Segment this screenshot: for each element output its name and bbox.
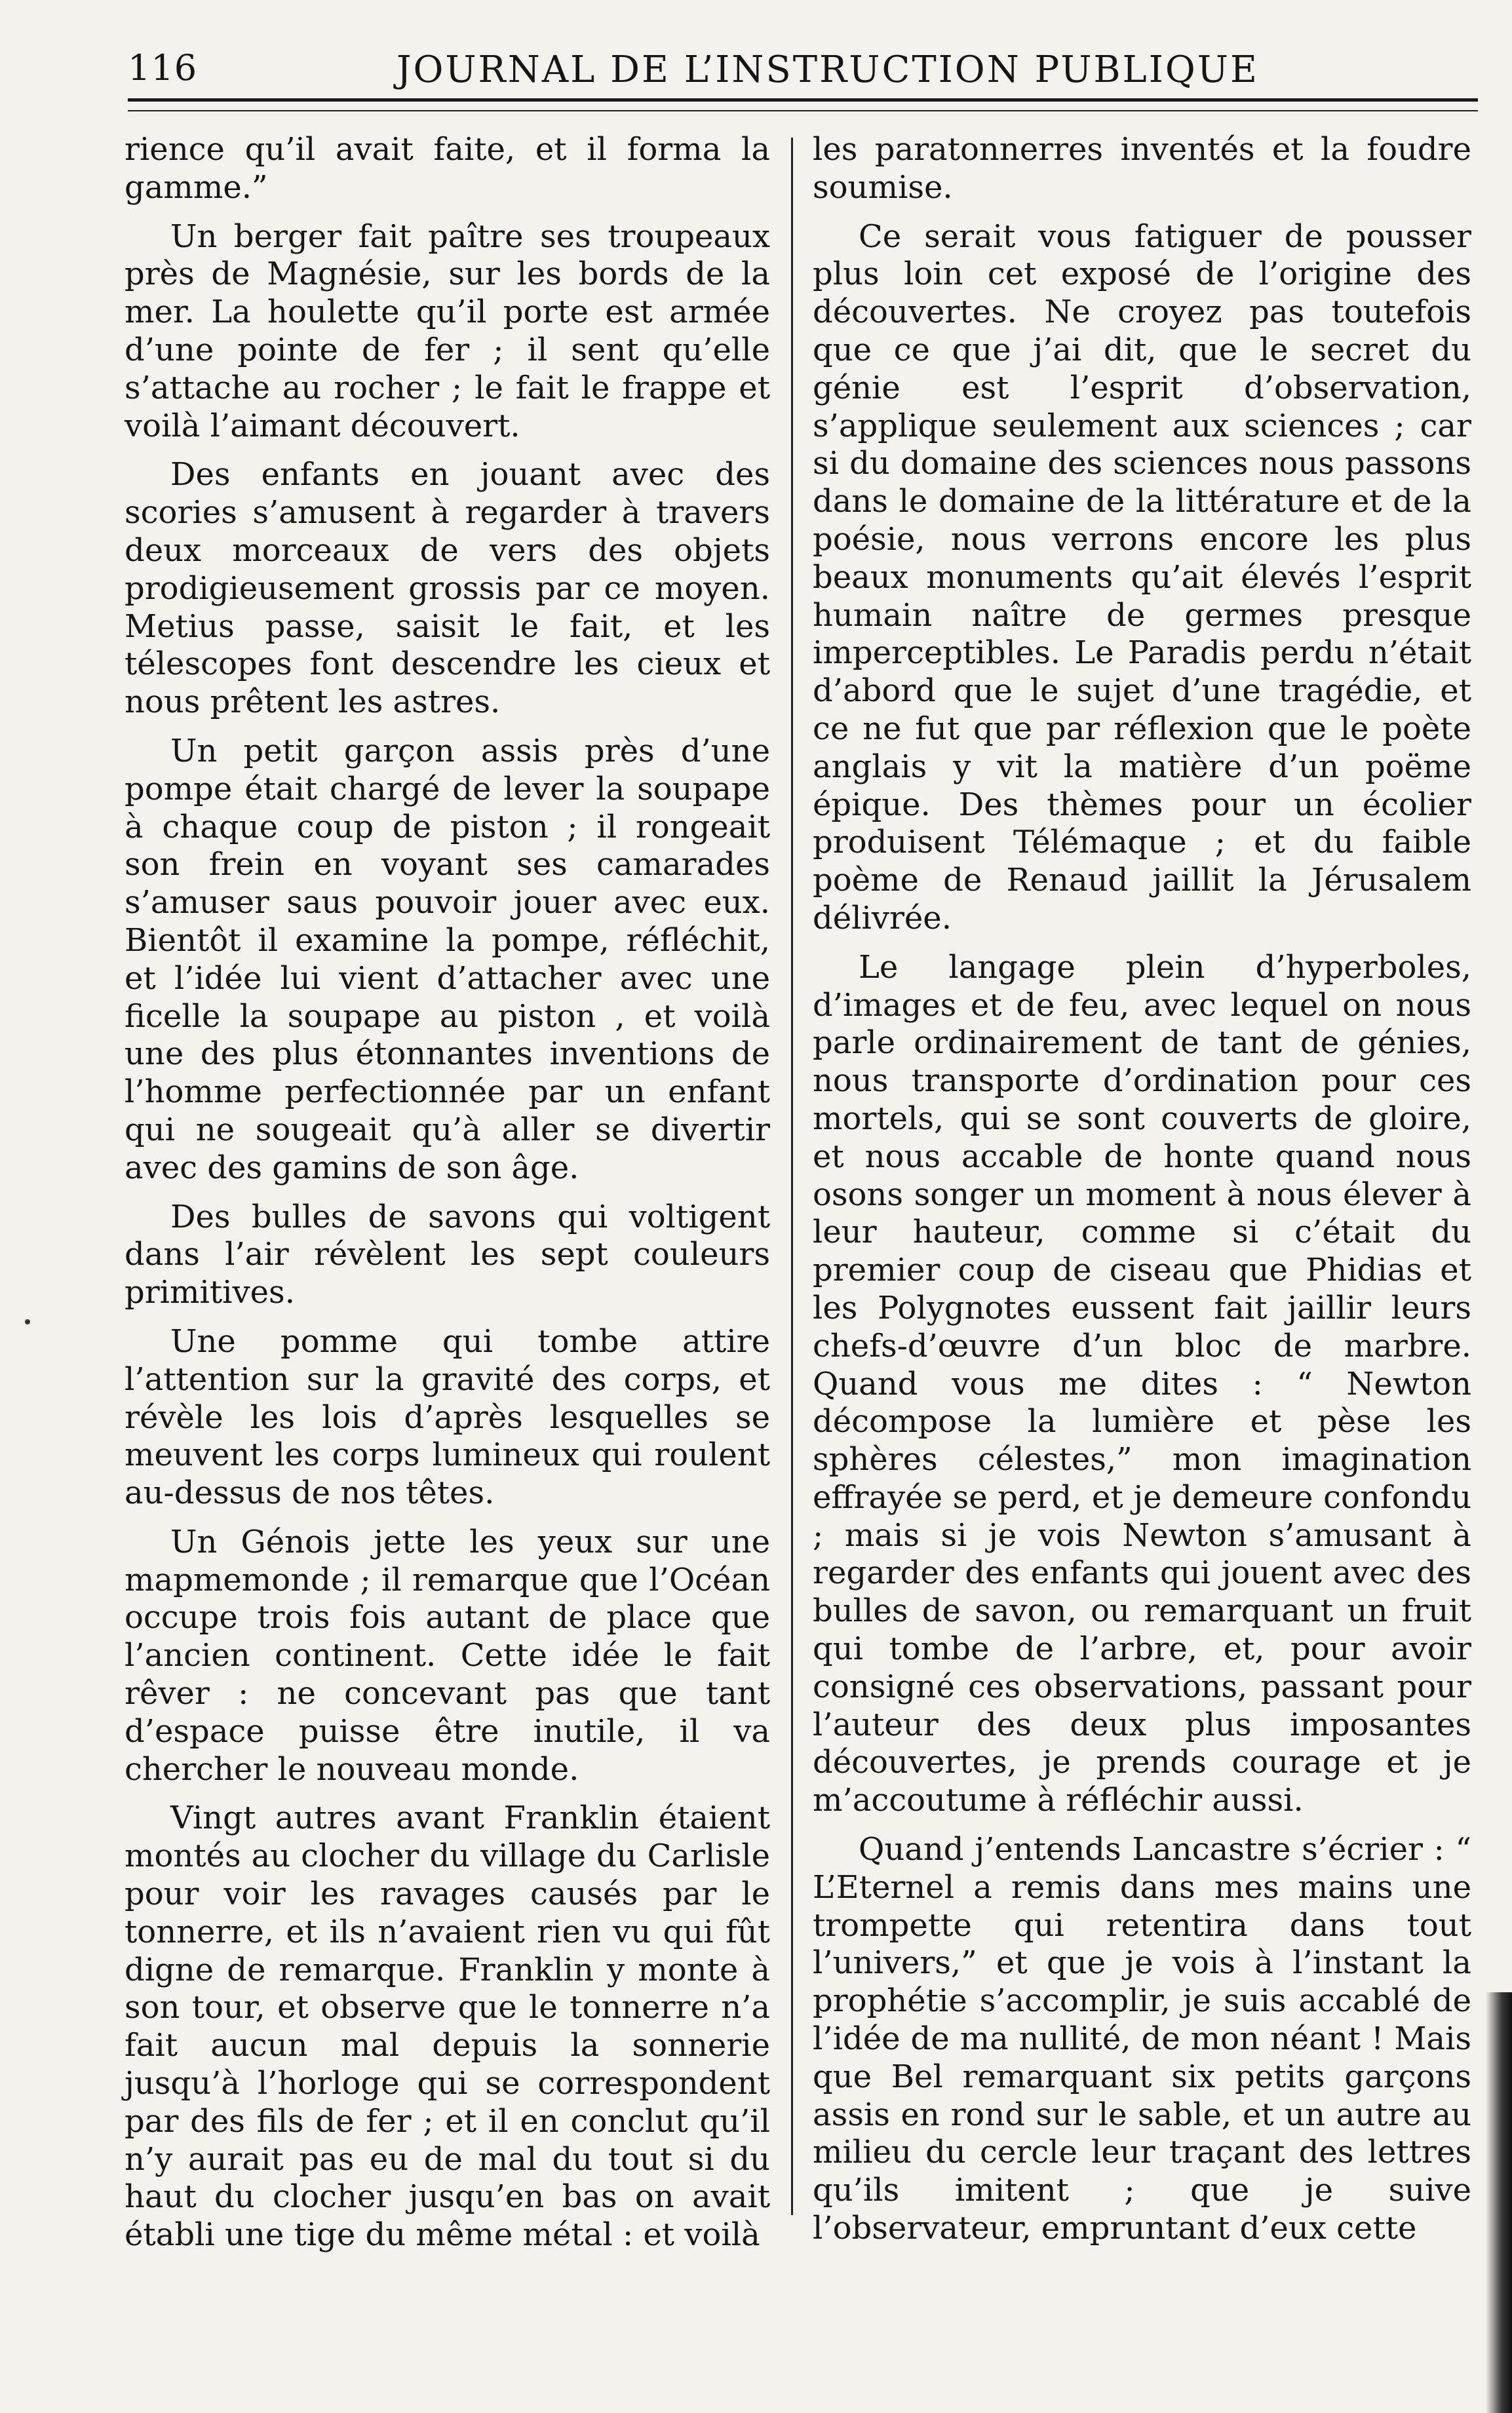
page-header [128, 41, 1259, 113]
paragraph: Un berger fait paître ses troupeaux près de Magnésie, sur les bords de la mer. La houlette qu’il porte est armée d’une pointe de fer ; il sent qu’elle s’attache au rocher ; le fait le frappe et voilà l’aimant découvert. [125, 218, 770, 444]
header-rule-thick [128, 98, 1478, 102]
paragraph: les paratonnerres inventés et la foudre soumise. [813, 131, 1471, 206]
page-edge-shadow [1486, 1992, 1512, 2413]
paragraph: rience qu’il avait faite, et il forma la gamme.” [125, 131, 770, 206]
paragraph: Ce serait vous fatiguer de pousser plus loin cet exposé de l’origine des découvertes. Ne croyez pas toutefois que ce que j’ai dit, que le secret du génie est l’esprit d’observation, s’applique seulement aux sciences ; car si du domaine des sciences nous passons dans le domaine de la littérature et de la poésie, nous verrons encore les plus beaux monuments qu’ait élevés l’esprit humain naître de germes presque imperceptibles. Le Paradis perdu n’était d’abord que le sujet d’une tragédie, et ce ne fut que par réflexion que le poète anglais y vit la matière d’un poëme épique. Des thèmes pour un écolier produisent Télémaque ; et du faible poème de Renaud jaillit la Jérusalem délivrée. [813, 218, 1471, 936]
page-number: 116 [128, 47, 198, 88]
paragraph: Un Génois jette les yeux sur une mapmemonde ; il remarque que l’Océan occupe trois fois autant de place que l’ancien continent. Cette idée le fait rêver : ne concevant pas que tant d’espace puisse être inutile, il va chercher le nouveau monde. [125, 1523, 770, 1788]
paragraph: Un petit garçon assis près d’une pompe était chargé de lever la soupape à chaque coup de piston ; il rongeait son frein en voyant ses camarades s’amuser saus pouvoir jouer avec eux. Bientôt il examine la pompe, réfléchit, et l’idée lui vient d’attacher avec une ficelle la soupape au piston , et voilà une des plus étonnantes inventions de l’homme perfectionnée par un enfant qui ne sougeait qu’à aller se divertir avec des gamins de son âge. [125, 732, 770, 1186]
running-title: JOURNAL DE L’INSTRUCTION PUBLIQUE [397, 48, 1259, 91]
left-column [125, 131, 770, 2266]
paragraph: Des bulles de savons qui voltigent dans l’air révèlent les sept couleurs primitives. [125, 1198, 770, 1311]
paragraph: Vingt autres avant Franklin étaient montés au clocher du village du Carlisle pour voir les ravages causés par le tonnerre, et ils n’avaient rien vu qui fût digne de remarque. Franklin y monte à son tour, et observe que le tonnerre n’a fait aucun mal depuis la sonnerie jusqu’à l’horloge qui se correspondent par des fils de fer ; et il en conclut qu’il n’y aurait pas eu de mal du tout si du haut du clocher jusqu’en bas on avait établi une tige du même métal : et voilà [125, 1800, 770, 2254]
header-rule-thin [128, 110, 1478, 111]
paragraph: Des enfants en jouant avec des scories s’amusent à regarder à travers deux morceaux de vers des objets prodigieusement grossis par ce moyen. Metius passe, saisit le fait, et les télescopes font descendre les cieux et nous prêtent les astres. [125, 456, 770, 721]
column-divider [791, 138, 793, 2215]
paragraph: Quand j’entends Lancastre s’écrier : “ L’Eternel a remis dans mes mains une trompette qui retentira dans tout l’univers,” et que je vois à l’instant la prophétie s’accomplir, je suis accablé de l’idée de ma nullité, de mon néant ! Mais que Bel remarquant six petits garçons assis en rond sur le sable, et un autre au milieu du cercle leur traçant des lettres qu’ils imitent ; que je suive l’observateur, empruntant d’eux cette [813, 1831, 1471, 2247]
right-column [813, 131, 1471, 2259]
paragraph: Une pomme qui tombe attire l’attention sur la gravité des corps, et révèle les lois d’après lesquelles se meuvent les corps lumineux qui roulent au-dessus de nos têtes. [125, 1322, 770, 1512]
ink-speck [25, 1319, 30, 1324]
paragraph: Le langage plein d’hyperboles, d’images et de feu, avec lequel on nous parle ordinairement de tant de génies, nous transporte d’ordination pour ces mortels, qui se sont couverts de gloire, et nous accable de honte quand nous osons songer un moment à nous élever à leur hauteur, comme si c’était du premier coup de ciseau que Phidias et les Polygnotes eussent fait jaillir leurs chefs-d’œuvre d’un bloc de marbre. Quand vous me dites : “ Newton décompose la lumière et pèse les sphères célestes,” mon imagination effrayée se perd, et je demeure confondu ; mais si je vois Newton s’amusant à regarder des enfants qui jouent avec des bulles de savon, ou remarquant un fruit qui tombe de l’arbre, et, pour avoir consigné ces observations, passant pour l’auteur des deux plus imposantes découvertes, je prends courage et je m’accoutume à réfléchir aussi. [813, 948, 1471, 1819]
